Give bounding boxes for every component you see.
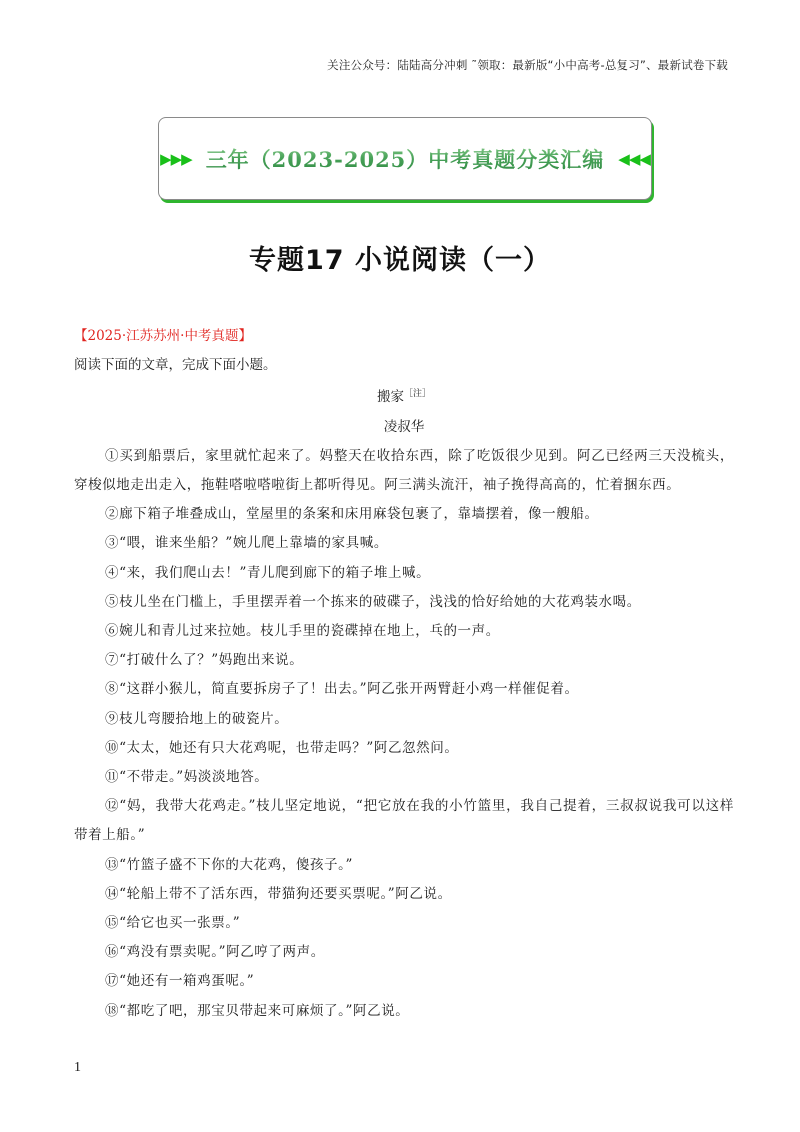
paragraph: ⑦“打破什么了？”妈跑出来说。 <box>105 652 304 669</box>
source-tag: 【2025·江苏苏州·中考真题】 <box>74 328 252 344</box>
page-title: 专题17 小说阅读（一） <box>249 245 551 276</box>
page-number: 1 <box>74 1060 81 1075</box>
paragraph: ⑧“这群小猴儿，简直要拆房子了！出去。”阿乙张开两臂赶小鸡一样催促着。 <box>105 681 579 698</box>
instruction-text: 阅读下面的文章，完成下面小题。 <box>74 357 277 374</box>
paragraph: ⑥婉儿和青儿过来拉她。枝儿手里的瓷碟掉在地上，乓的一声。 <box>105 623 500 640</box>
triangle-right-arrows-icon: ▶▶▶ <box>160 149 192 168</box>
paragraph: ⑤枝儿坐在门槛上，手里摆弄着一个拣来的破碟子，浅浅的恰好给她的大花鸡装水喝。 <box>105 593 641 610</box>
article-title <box>74 380 734 412</box>
paragraph: ⑫“妈，我带大花鸡走。”枝儿坚定地说，“把它放在我的小竹篮里，我自己提着，三叔叔说我可以这样带着上船。” <box>74 798 734 844</box>
paragraph: ⑪“不带走。”妈淡淡地答。 <box>105 769 269 786</box>
article-title-text: 搬家 <box>376 389 404 406</box>
article-title-note: ［注］ <box>403 389 431 400</box>
paragraph: ③“喂，谁来坐船？”婉儿爬上靠墙的家具喊。 <box>105 535 388 552</box>
paragraph: ⑰“她还有一箱鸡蛋呢。” <box>105 973 255 990</box>
article-author: 凌叔华 <box>383 418 425 435</box>
header-promo-note: 关注公众号：陆陆高分冲刺 ˜领取：最新版“小中高考-总复习”、最新试卷下载 <box>327 58 728 72</box>
paragraph: ⑮“给它也买一张票。” <box>105 915 241 932</box>
paragraph: ⑩“太太，她还有只大花鸡呢，也带走吗？”阿乙忽然问。 <box>105 739 459 756</box>
paragraph: ⑬“竹篮子盛不下你的大花鸡，傻孩子。” <box>105 856 353 873</box>
triangle-left-arrows-icon: ◀◀◀ <box>618 149 650 168</box>
series-banner <box>158 117 652 200</box>
paragraph: ②廊下箱子堆叠成山，堂屋里的条案和床用麻袋包裹了，靠墙摆着，像一艘船。 <box>105 506 599 523</box>
paragraph: ④“来，我们爬山去！”青儿爬到廊下的箱子堆上喊。 <box>105 564 431 581</box>
paragraph: ⑨枝儿弯腰拾地上的破瓷片。 <box>105 710 289 727</box>
paragraph: ⑯“鸡没有票卖呢。”阿乙哼了两声。 <box>105 944 325 961</box>
document-body <box>74 322 734 1026</box>
paragraph: ①买到船票后，家里就忙起来了。妈整天在收拾东西，除了吃饭很少见到。阿乙已经两三天没梳头，穿梭似地走出走入，拖鞋嗒啦嗒啦街上都听得见。阿三满头流汗，袖子挽得高高的，忙着捆东西。 <box>74 447 734 494</box>
paragraph: ⑱“都吃了吧，那宝贝带起来可麻烦了。”阿乙说。 <box>105 1002 410 1019</box>
paragraph: ⑭“轮船上带不了活东西，带猫狗还要买票呢。”阿乙说。 <box>105 885 452 902</box>
banner-title: 三年（2023-2025）中考真题分类汇编 <box>206 144 605 174</box>
